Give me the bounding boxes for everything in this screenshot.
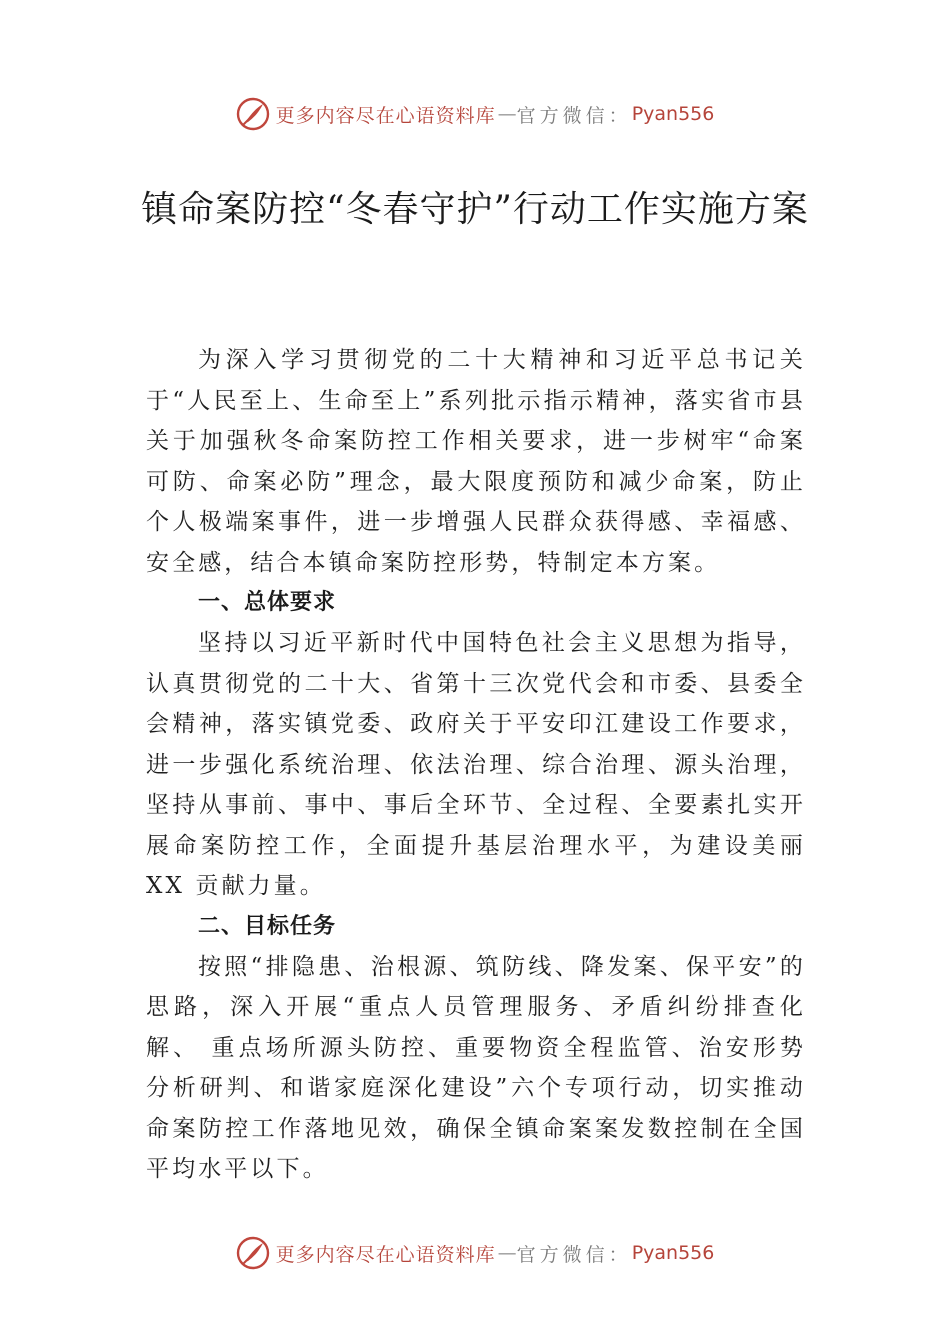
section-body-2: 按照“排隐患、治根源、筑防线、降发案、保平安”的思路，深入开展“重点人员管理服务、矛盾纠纷排查化解、 重点场所源头防控、重要物资全程监管、治安形势分析研判、和谐家庭深化建设”六个专项行动，切实推动命案防控工作落地见效，确保全镇命案案发数控制在全国平均水平以下。 (146, 953, 806, 1182)
header-banner (0, 94, 950, 134)
banner-wechat-label: 官方微信： (516, 104, 632, 127)
banner-wechat-id: Pyan556 (631, 103, 715, 125)
document-body (146, 340, 806, 1190)
banner-wechat-label: 官方微信： (516, 1243, 632, 1266)
section-heading-2: 二、目标任务 (198, 913, 337, 939)
section-body-1: 坚持以习近平新时代中国特色社会主义思想为指导，认真贯彻党的二十大、省第十三次党代会和市委、县委全会精神，落实镇党委、政府关于平安印江建设工作要求，进一步强化系统治理、依法治理、综合治理、源头治理，坚持从事前、事中、事后全环节、全过程、全要素扎实开展命案防控工作，全面提升基层治理水平，为建设美丽 XX 贡献力量。 (146, 630, 806, 899)
intro-paragraph: 为深入学习贯彻党的二十大精神和习近平总书记关于“人民至上、生命至上”系列批示指示精神，落实省市县关于加强秋冬命案防控工作相关要求，进一步树牢“命案可防、命案必防”理念，最大限度预防和减少命案，防止个人极端案事件，进一步增强人民群众获得感、幸福感、安全感，结合本镇命案防控形势，特制定本方案。 (146, 347, 806, 576)
section-heading-1: 一、总体要求 (198, 590, 337, 615)
banner-dash: — (497, 103, 515, 125)
banner-text: 更多内容尽在心语资料库 (275, 104, 496, 127)
quill-pen-logo-icon (236, 1236, 270, 1270)
banner-text: 更多内容尽在心语资料库 (275, 1243, 496, 1266)
banner-dash: — (497, 1242, 515, 1264)
quill-pen-logo-icon (236, 97, 270, 131)
footer-banner (0, 1233, 950, 1273)
banner-wechat-id: Pyan556 (631, 1242, 715, 1264)
document-title: 镇命案防控“冬春守护”行动工作实施方案 (141, 189, 809, 230)
